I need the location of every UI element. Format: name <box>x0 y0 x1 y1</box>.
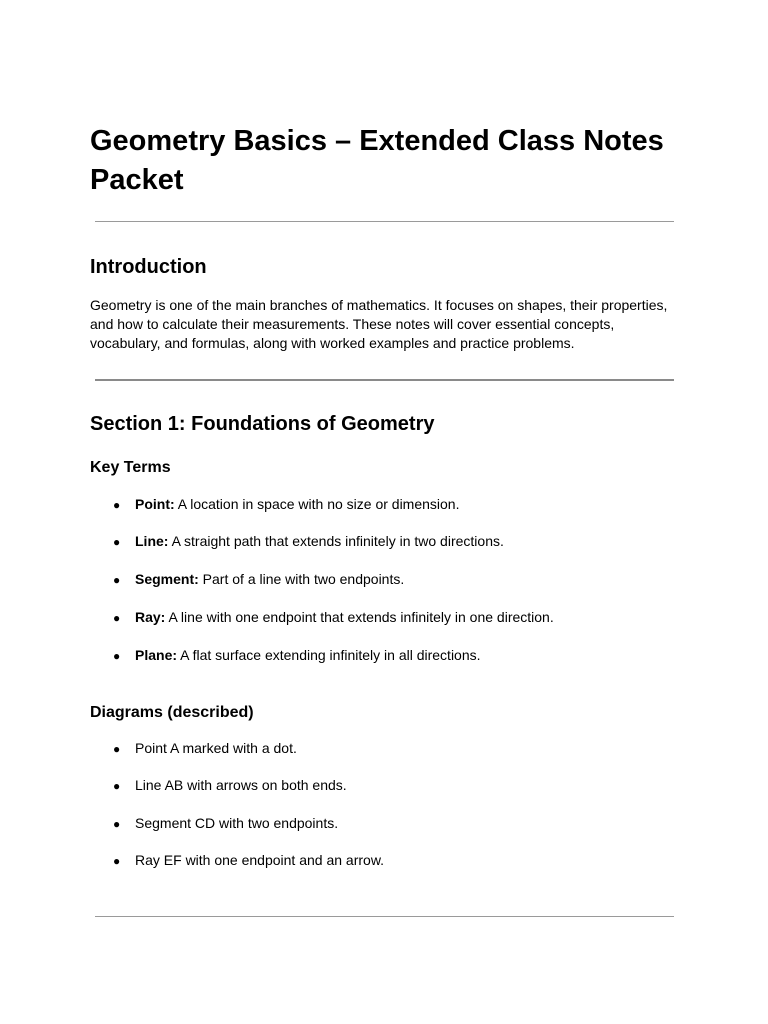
list-item <box>113 739 713 758</box>
list-item-text: Point A marked with a dot. <box>135 740 297 756</box>
list-item <box>113 532 713 551</box>
bullet-icon: ● <box>113 817 121 831</box>
introduction-paragraph: Geometry is one of the main branches of mathematics. It focuses on shapes, their properties, and how to calculate their measurements. These notes will cover essential concepts, vocabulary, and formulas, along with worked examples and practice problems. <box>90 297 668 351</box>
bullet-icon: ● <box>113 611 121 625</box>
divider <box>95 379 674 381</box>
term-definition: A straight path that extends infinitely in two directions. <box>168 533 504 549</box>
key-terms-heading: Key Terms <box>90 459 171 476</box>
list-item <box>113 776 713 795</box>
bullet-icon: ● <box>113 649 121 663</box>
introduction-heading: Introduction <box>90 256 207 278</box>
document-title: Geometry Basics – Extended Class Notes Packet <box>90 125 664 196</box>
section-1-heading: Section 1: Foundations of Geometry <box>90 413 435 435</box>
term-label: Plane: <box>135 647 178 663</box>
list-item <box>113 851 713 870</box>
bullet-icon: ● <box>113 854 121 868</box>
list-item <box>113 570 713 589</box>
divider <box>95 916 674 917</box>
diagrams-heading: Diagrams (described) <box>90 704 254 721</box>
list-item <box>113 814 713 833</box>
term-label: Line: <box>135 533 169 549</box>
term-definition: A line with one endpoint that extends infinitely in one direction. <box>165 609 554 625</box>
list-item <box>113 646 713 665</box>
list-item <box>113 495 713 514</box>
term-label: Ray: <box>135 609 166 625</box>
bullet-icon: ● <box>113 742 121 756</box>
term-definition: A flat surface extending infinitely in all directions. <box>177 647 481 663</box>
term-label: Point: <box>135 496 175 512</box>
bullet-icon: ● <box>113 498 121 512</box>
bullet-icon: ● <box>113 535 121 549</box>
divider <box>95 221 674 222</box>
list-item-text: Ray EF with one endpoint and an arrow. <box>135 852 385 868</box>
list-item <box>113 608 713 627</box>
bullet-icon: ● <box>113 779 121 793</box>
bullet-icon: ● <box>113 573 121 587</box>
term-label: Segment: <box>135 571 199 587</box>
term-definition: Part of a line with two endpoints. <box>198 571 405 587</box>
list-item-text: Segment CD with two endpoints. <box>135 815 339 831</box>
list-item-text: Line AB with arrows on both ends. <box>135 777 347 793</box>
term-definition: A location in space with no size or dimension. <box>174 496 460 512</box>
